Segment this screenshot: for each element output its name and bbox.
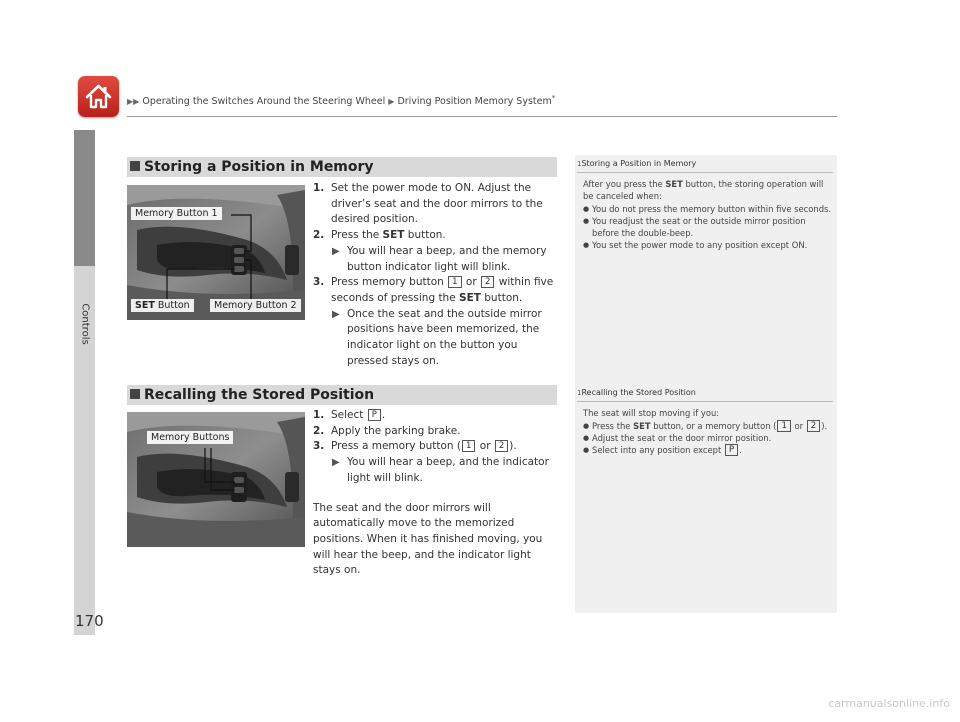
- callout-memory-button-1: Memory Button 1: [131, 207, 222, 220]
- key-p-icon: P: [368, 409, 381, 421]
- section-title: Recalling the Stored Position: [144, 387, 375, 403]
- key-1-icon: 1: [448, 276, 461, 288]
- note-storing: 1Storing a Position in Memory After you press the SET button, the storing operation will be canceled when: ● You do not press the memory button within five seconds. ● You readjust the seat or the outside mirror position before the double-beep. ● You set the power mode to any position except ON.: [577, 158, 833, 251]
- note-title[interactable]: Storing a Position in Memory: [581, 159, 697, 168]
- callout-set-button: SET Button: [131, 299, 194, 312]
- note-bullet: ● You do not press the memory button within five seconds.: [583, 203, 833, 215]
- callout-memory-button-2: Memory Button 2: [210, 299, 301, 312]
- note-icon: 1: [577, 389, 582, 397]
- key-p-icon: P: [725, 444, 738, 456]
- section-heading-recalling: [127, 385, 557, 405]
- chapter-tab: [74, 130, 95, 635]
- key-2-icon: 2: [495, 440, 508, 452]
- home-button[interactable]: [78, 76, 119, 117]
- step-2-result: ▶ You will hear a beep, and the memory button indicator light will blink.: [332, 244, 547, 273]
- breadcrumb-arrow-icon: ▶: [388, 97, 395, 107]
- step-3: 3. Press a memory button ( 1 or 2 ).: [313, 440, 517, 453]
- recalling-steps: [313, 408, 561, 579]
- note-recalling: 1Recalling the Stored Position The seat will stop moving if you: ● Press the SET button, or a memory button ( 1 or 2 ). ● Adjust the seat or the door mirror position. ● Select into any position except P .: [577, 387, 833, 456]
- chapter-label[interactable]: Controls: [79, 303, 91, 345]
- note-title[interactable]: Recalling the Stored Position: [581, 388, 696, 397]
- asterisk: *: [551, 94, 556, 102]
- step-3: 3. Press memory button 1 or 2 within five seconds of pressing the SET button.: [313, 276, 554, 304]
- header-rule: [127, 116, 837, 117]
- section-title: Storing a Position in Memory: [144, 159, 374, 175]
- result-arrow-icon: ▶: [332, 245, 340, 257]
- square-bullet-icon: [130, 161, 140, 171]
- breadcrumb-arrow-icon: ▶▶: [127, 97, 140, 107]
- home-icon: [85, 83, 112, 110]
- step-2: 2. Apply the parking brake.: [313, 424, 461, 437]
- step-3-result: ▶ You will hear a beep, and the indicator light will blink.: [332, 456, 549, 484]
- step-3-result: ▶ Once the seat and the outside mirror positions have been memorized, the indicator light on the button you pressed stays on.: [332, 307, 542, 367]
- note-bullet: ● You readjust the seat or the outside mirror position before the double-beep.: [583, 215, 833, 239]
- square-bullet-icon: [130, 389, 140, 399]
- note-bullet: ● You set the power mode to any position except ON.: [583, 239, 833, 251]
- storing-steps: [313, 181, 561, 369]
- note-bullet: ● Adjust the seat or the door mirror position.: [583, 432, 833, 444]
- note-bullet: ● Press the SET button, or a memory button ( 1 or 2 ).: [583, 420, 833, 432]
- page-number: 170: [75, 612, 104, 630]
- note-bullet: ● Select into any position except P .: [583, 444, 833, 456]
- key-1-icon: 1: [777, 420, 790, 432]
- key-1-icon: 1: [462, 440, 475, 452]
- key-2-icon: 2: [807, 420, 820, 432]
- step-1: 1. Select P .: [313, 409, 386, 421]
- result-arrow-icon: ▶: [332, 308, 340, 320]
- breadcrumb: [127, 94, 555, 107]
- step-2: 2. Press the SET button.: [313, 229, 446, 242]
- breadcrumb-link-2[interactable]: Driving Position Memory System: [397, 96, 552, 108]
- recall-description: The seat and the door mirrors will automatically move to the memorized positions. When it has finished moving, you will hear the beep, and the indicator light stays on.: [313, 501, 543, 577]
- breadcrumb-link-1[interactable]: Operating the Switches Around the Steering Wheel: [142, 96, 386, 108]
- chapter-tab-active: [74, 130, 95, 266]
- watermark: carmanualsonline.info: [828, 697, 950, 710]
- result-arrow-icon: ▶: [332, 457, 340, 469]
- note-icon: 1: [577, 160, 582, 168]
- callout-memory-buttons: Memory Buttons: [147, 431, 233, 444]
- section-heading-storing: [127, 157, 557, 177]
- step-1: 1. Set the power mode to ON. Adjust the driver’s seat and the door mirrors to the desired position.: [313, 182, 543, 226]
- key-2-icon: 2: [481, 276, 494, 288]
